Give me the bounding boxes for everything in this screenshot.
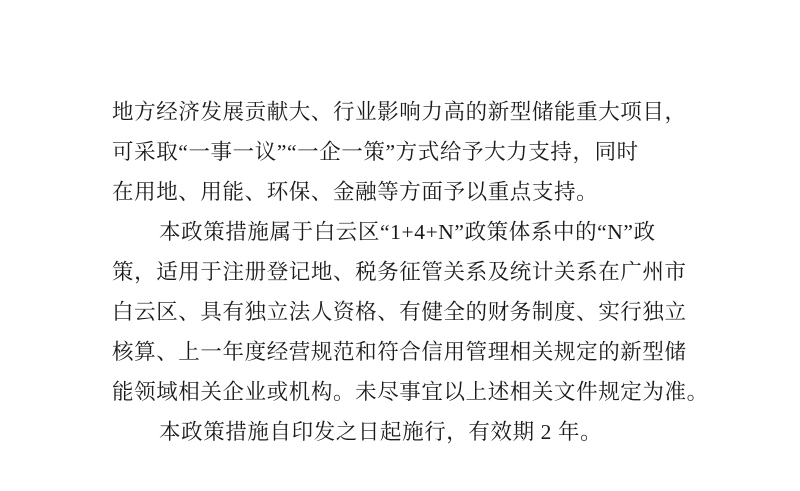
text-line: 本政策措施属于白云区“1+4+N”政策体系中的“N”政: [159, 220, 656, 244]
text-line: 地方经济发展贡献大、行业影响力高的新型储能重大项目，: [112, 100, 687, 124]
paragraph-policy-scope: [112, 212, 709, 412]
text-line: 本政策措施自印发之日起施行，有效期 2 年。: [159, 420, 603, 444]
text-line: 能领域相关企业或机构。未尽事宜以上述相关文件规定为准。: [112, 380, 709, 404]
text-line: 策，适用于注册登记地、税务征管关系及统计关系在广州市: [112, 260, 687, 284]
paragraph-effective-date: [112, 412, 696, 452]
text-line: 在用地、用能、环保、金融等方面予以重点支持。: [112, 180, 599, 204]
text-line: 核算、上一年度经营规范和符合信用管理相关规定的新型储: [112, 340, 687, 364]
text-line: 白云区、具有独立法人资格、有健全的财务制度、实行独立: [112, 300, 687, 324]
paragraph-support-measures: [112, 92, 696, 212]
document-body: [112, 92, 709, 452]
text-line: 可采取“一事一议”“一企一策”方式给予大力支持，同时: [112, 140, 639, 164]
